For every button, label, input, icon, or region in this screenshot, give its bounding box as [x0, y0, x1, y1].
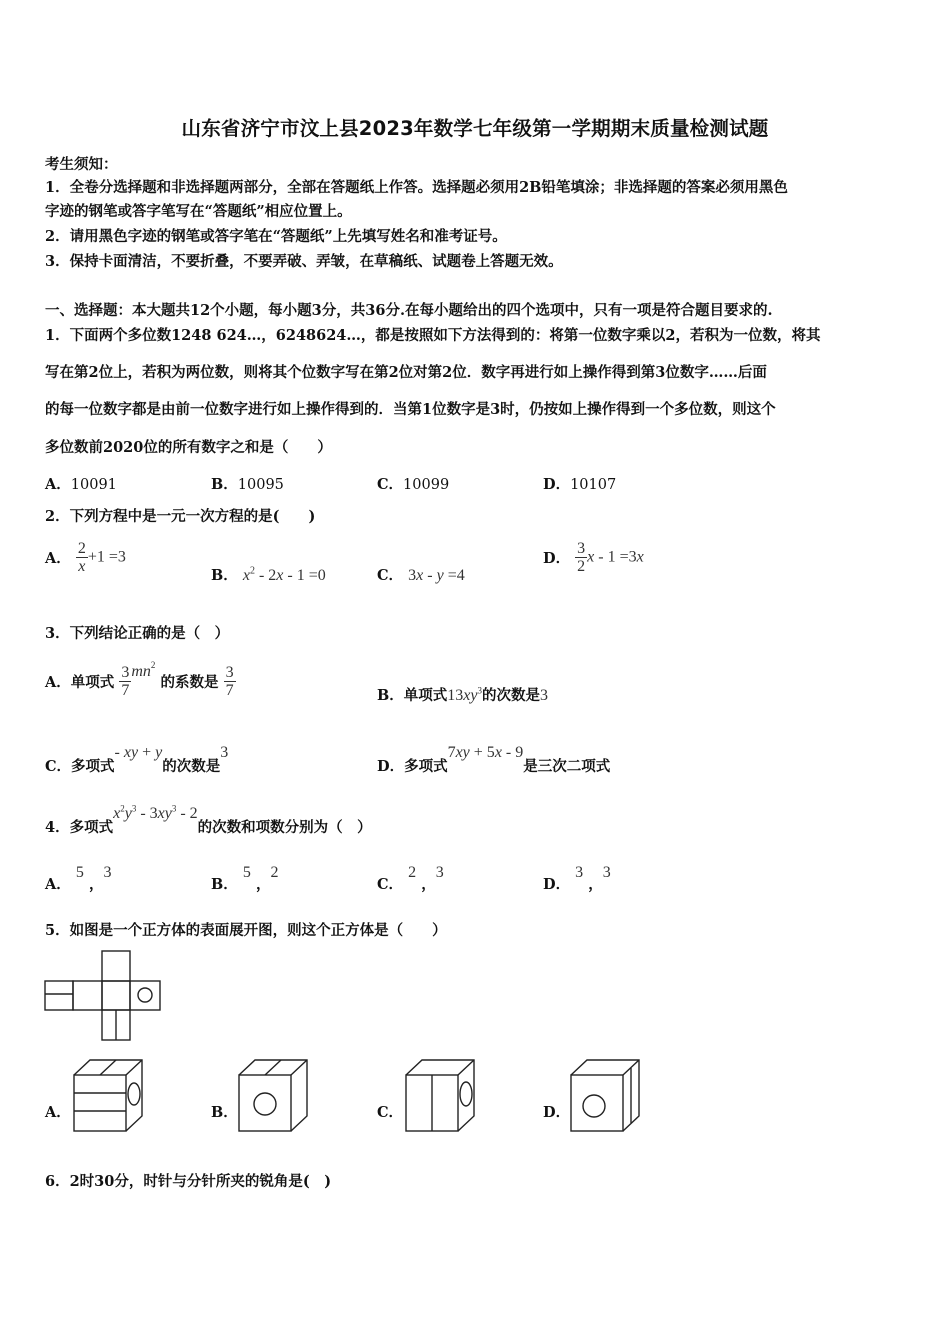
q3-a-fraction [119, 664, 131, 699]
q4-d-label: D． [543, 876, 571, 893]
q3-a-mn: mn [131, 663, 151, 680]
q3-b-mid: 的次数是 [481, 687, 540, 704]
q2-b-rest2: - 1 =0 [283, 567, 326, 584]
q4-stem-pre: 4．多项式 [45, 819, 114, 836]
q2-b-exp: 2 [249, 565, 255, 577]
q2-stem: 2．下列方程中是一元一次方程的是( ) [45, 508, 316, 525]
q1-option-a-label: A． [45, 476, 71, 493]
q3-a-exp: 2 [150, 660, 156, 670]
q3-b-pre: B．单项式 [377, 687, 448, 704]
q4-option-d[interactable] [543, 862, 611, 894]
q3-option-c[interactable] [45, 742, 228, 776]
q3-a-den: 7 [121, 682, 130, 699]
q2-a-num: 2 [77, 540, 86, 557]
q4-c-v2: 3 [435, 864, 444, 881]
notice-line-1b: 字迹的钢笔或答字笔写在“答题纸”相应位置上。 [45, 203, 352, 220]
section-heading: 一、选择题：本大题共12个小题，每小题3分，共36分.在每小题给出的四个选项中，只有一项是符合题目要求的. [45, 302, 773, 319]
q3-c-val: 3 [220, 744, 229, 761]
q4-option-a[interactable] [45, 862, 111, 894]
q3-option-a[interactable] [45, 660, 236, 699]
q1-option-a-text: 10091 [70, 477, 117, 493]
q3-d-x: x [494, 744, 502, 761]
q5-stem: 5．如图是一个正方体的表面展开图，则这个正方体是（ ） [45, 922, 447, 939]
q3-option-d[interactable] [377, 742, 610, 776]
q2-option-c-label: C． [377, 567, 404, 584]
q2-c-minus: - [423, 567, 437, 584]
q4-b-comma: ， [255, 876, 271, 893]
net-face-right [130, 981, 160, 1010]
q1-option-d-label: D． [543, 476, 571, 493]
q2-c-coef: 3 [408, 567, 417, 584]
net-face-top [102, 951, 130, 981]
q1-option-b-text: 10095 [237, 477, 284, 493]
q4-b-v2: 2 [270, 864, 279, 881]
q4-b-label: B． [211, 876, 238, 893]
q4-mid: - 3 [136, 805, 158, 822]
q1-option-c-text: 10099 [403, 477, 450, 493]
q4-c-v1: 2 [408, 864, 417, 881]
q3-a-coef-fraction [224, 664, 236, 699]
q3-d-mid: 是三次二项式 [523, 758, 611, 775]
q3-c-xy: xy [123, 744, 139, 761]
notice-heading: 考生须知： [45, 156, 118, 173]
q1-option-b[interactable] [211, 473, 284, 494]
q2-option-b-label: B． [211, 567, 238, 584]
q5-option-d-cube[interactable] [569, 1058, 643, 1134]
q3-option-b[interactable] [377, 684, 548, 705]
q2-option-c[interactable] [377, 564, 465, 585]
q3-b-coef: 13 [447, 687, 464, 704]
q5-option-a-cube[interactable] [72, 1058, 146, 1134]
q4-a-v1: 5 [75, 864, 84, 881]
q1-line-3: 的每一位数字都是由前一位数字进行如上操作得到的．当第1位数字是3时，仍按如上操作得到一个多位数，则这个 [45, 401, 776, 418]
q4-tail: - 2 [176, 805, 198, 822]
q3-a-num: 3 [121, 664, 130, 681]
q4-x-exp: 2 [120, 803, 125, 814]
page-title: 山东省济宁市汶上县2023年数学七年级第一学期期末质量检测试题 [181, 117, 769, 140]
net-face-left-outer [45, 981, 73, 1010]
q5-option-b-cube[interactable] [237, 1058, 311, 1134]
notice-line-3: 3．保持卡面清洁，不要折叠，不要弄破、弄皱，在草稿纸、试题卷上答题无效。 [45, 253, 563, 270]
q2-option-d[interactable] [543, 540, 644, 575]
cube-net-figure [44, 950, 166, 1042]
q3-b-val: 3 [539, 687, 548, 704]
q3-d-xy: xy [455, 744, 470, 761]
q3-stem: 3．下列结论正确的是（ ） [45, 625, 230, 642]
q3-b-xy: xy [463, 687, 478, 704]
q4-y: y [124, 805, 132, 822]
q4-b-v1: 5 [242, 864, 251, 881]
q3-a-coef-den: 7 [225, 682, 234, 699]
notice-line-1a: 1．全卷分选择题和非选择题两部分，全部在答题纸上作答。选择题必须用2B铅笔填涂；非选择题的答案必须用黑色 [45, 179, 788, 196]
q4-stem [45, 803, 372, 837]
q2-option-b[interactable] [211, 564, 326, 585]
q1-option-a[interactable] [45, 473, 117, 494]
q2-c-x: x [416, 567, 424, 584]
q2-d-den: 2 [577, 558, 586, 575]
q5-option-d-label[interactable]: D． [543, 1104, 571, 1121]
q2-c-rest: =4 [443, 567, 465, 584]
q4-xy-exp: 3 [171, 803, 177, 814]
q1-option-c-label: C． [377, 476, 404, 493]
q4-a-v2: 3 [103, 864, 112, 881]
q5-option-a-label[interactable]: A． [45, 1104, 71, 1121]
q2-option-d-label: D． [543, 550, 571, 567]
q2-b-x: x [242, 567, 250, 584]
q5-option-c-cube[interactable] [404, 1058, 478, 1134]
q1-option-b-label: B． [211, 476, 238, 493]
q1-option-d[interactable] [543, 473, 616, 494]
q3-a-mid: 的系数是 [160, 674, 219, 691]
q4-xy: xy [157, 805, 172, 822]
q2-b-rest1: - 2 [254, 567, 277, 584]
q3-a-coef-num: 3 [225, 664, 234, 681]
q4-c-label: C． [377, 876, 404, 893]
q4-stem-post: 的次数和项数分别为（ ） [197, 819, 372, 836]
q2-b-x2: x [276, 567, 284, 584]
q2-option-a[interactable] [45, 540, 126, 575]
q3-a-pre: A．单项式 [45, 674, 115, 691]
q2-d-x2: x [636, 548, 644, 566]
net-face-left [73, 981, 102, 1010]
q3-c-minus: - [114, 744, 124, 761]
q2-d-num: 3 [577, 540, 586, 557]
notice-line-2: 2．请用黑色字迹的钢笔或答字笔在“答题纸”上先填写姓名和准考证号。 [45, 228, 507, 245]
q2-d-fraction [575, 540, 587, 575]
q3-c-mid: 的次数是 [162, 758, 221, 775]
q6-stem: 6．2时30分，时针与分针所夹的锐角是( ) [45, 1173, 332, 1190]
q5-option-b-label[interactable]: B． [211, 1104, 238, 1121]
q1-line-1: 1．下面两个多位数1248 624…，6248624…，都是按照如下方法得到的：将第一位数字乘以2，若积为一位数，将其 [45, 327, 821, 344]
q3-b-exp: 3 [477, 685, 482, 696]
q2-a-fraction [76, 540, 88, 575]
q2-c-y: y [436, 567, 444, 584]
q5-option-c-label[interactable]: C． [377, 1104, 404, 1121]
q4-a-label: A． [45, 876, 71, 893]
q2-d-x: x [587, 548, 595, 566]
q3-c-y: y [155, 744, 163, 761]
q4-y-exp: 3 [131, 803, 137, 814]
q3-d-coef: 7 [447, 744, 456, 761]
q3-d-plus: + 5 [469, 744, 495, 761]
q4-option-c[interactable] [377, 862, 444, 894]
net-circle [138, 988, 152, 1002]
q4-d-v1: 3 [575, 864, 584, 881]
q1-option-c[interactable] [377, 473, 449, 494]
q4-d-comma: ， [588, 876, 603, 893]
q4-option-b[interactable] [211, 862, 278, 894]
q2-a-den: x [78, 558, 86, 575]
q3-d-pre: D．多项式 [377, 758, 448, 775]
q4-d-v2: 3 [602, 864, 611, 881]
q3-d-rest: - 9 [501, 744, 524, 761]
net-face-center [102, 981, 130, 1010]
q4-c-comma: ， [421, 876, 436, 893]
q2-a-rest: +1 =3 [87, 548, 126, 566]
q1-option-d-text: 10107 [570, 477, 617, 493]
q3-c-plus: + [138, 744, 156, 761]
q4-a-comma: ， [88, 876, 104, 893]
q4-x: x [113, 805, 121, 822]
q1-line-2: 写在第2位上，若积为两位数，则将其个位数字写在第2位对第2位．数字再进行如上操作得到第3位数字……后面 [45, 364, 767, 381]
q3-c-pre: C．多项式 [45, 758, 115, 775]
q2-d-rest: - 1 =3 [594, 548, 637, 566]
q1-line-4: 多位数前2020位的所有数字之和是（ ） [45, 439, 332, 456]
q2-option-a-label: A． [45, 550, 71, 567]
